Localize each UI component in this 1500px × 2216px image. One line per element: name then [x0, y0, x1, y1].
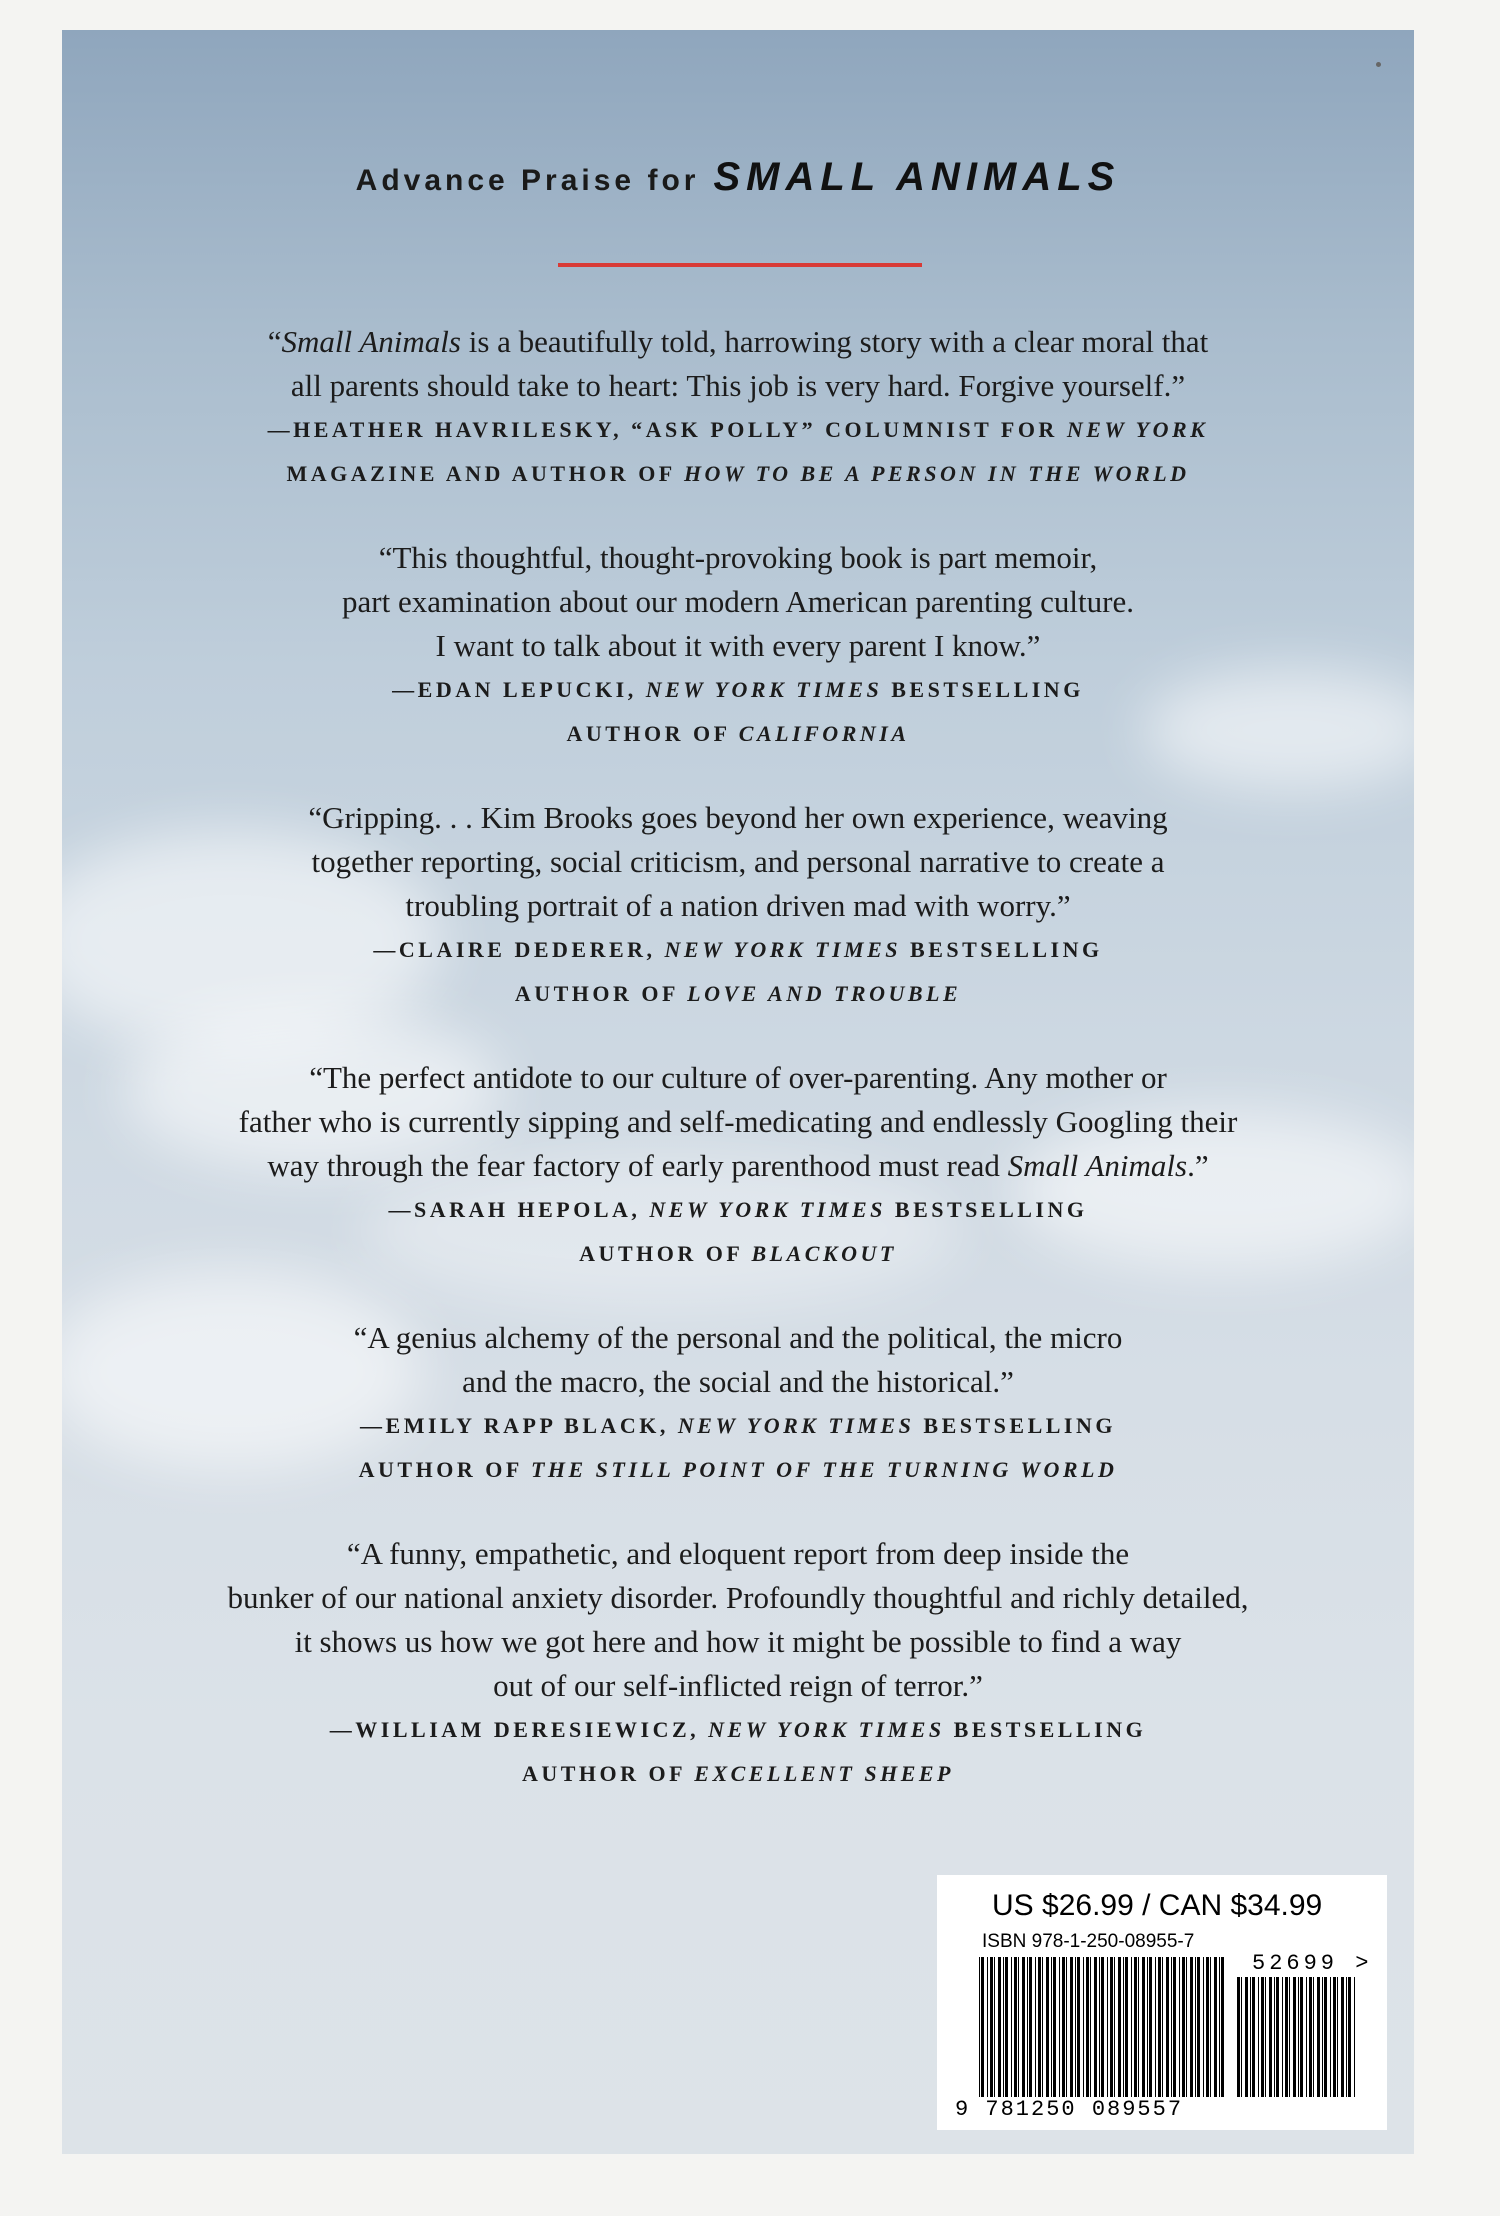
barcode-bar [1214, 1957, 1217, 2097]
blurb-quote: “A funny, empathetic, and eloquent report from deep inside the bunker of our national anxiety disorder. Profoundly thoughtful and richly detailed, it shows us how we got here and how it might be possible to find a way out of our self-inflicted reign of terror.” [227, 1536, 1249, 1703]
barcode-bar [1173, 1957, 1176, 2097]
barcode-bar [1125, 1957, 1128, 2097]
addon-digits: 52699 > [1252, 1951, 1373, 1976]
barcode-bar [1118, 1957, 1121, 2097]
book-back-cover [62, 30, 1414, 2154]
praise-header [62, 155, 1414, 200]
barcode-bar [1309, 1977, 1312, 2097]
blurb [62, 1316, 1414, 1492]
blurb-quote: “This thoughtful, thought-provoking book is part memoir, part examination about our modern American parenting culture. I want to talk about it with every parent I know.” [342, 540, 1134, 663]
barcode-bar [1029, 1957, 1032, 2097]
barcode-bar [998, 1957, 1001, 2097]
barcode-bar [994, 1957, 995, 2097]
barcode-bar [981, 1957, 984, 2097]
barcode-bar [1298, 1977, 1299, 2097]
barcode-bar [1171, 1957, 1172, 2097]
barcode-bar [987, 1957, 988, 2097]
barcode-bar [1317, 1977, 1320, 2097]
barcode-bar [1179, 1957, 1180, 2097]
barcode-bar [1142, 1957, 1145, 2097]
price-label: US $26.99 / CAN $34.99 [992, 1889, 1323, 1922]
barcode-bar [1086, 1957, 1089, 2097]
barcode-bar [1333, 1977, 1336, 2097]
barcode-bar [1162, 1957, 1163, 2097]
barcode-bar [1094, 1957, 1097, 2097]
blurb [62, 1056, 1414, 1276]
barcode-bar [1158, 1957, 1161, 2097]
barcode-bar [1070, 1957, 1073, 2097]
blurb-attribution: —HEATHER HAVRILESKY, “ASK POLLY” COLUMNIST FOR NEW YORK MAGAZINE AND AUTHOR OF HOW TO BE A PERSON IN THE WORLD [267, 417, 1209, 486]
barcode-bar [1276, 1977, 1279, 2097]
scan-speck [1376, 62, 1381, 67]
barcode-bar [1289, 1977, 1290, 2097]
barcode-bar [1241, 1977, 1242, 2097]
price-barcode-box [937, 1875, 1387, 2130]
barcode-bar [1182, 1957, 1185, 2097]
barcode-bar [1114, 1957, 1115, 2097]
barcode-bar [1051, 1957, 1052, 2097]
barcode-bar [1269, 1977, 1272, 2097]
barcode-bar [1166, 1957, 1169, 2097]
blurb-attribution: —SARAH HEPOLA, NEW YORK TIMES BESTSELLING AUTHOR OF BLACKOUT [388, 1197, 1088, 1266]
blurb-attribution: —EMILY RAPP BLACK, NEW YORK TIMES BESTSELLING AUTHOR OF THE STILL POINT OF THE TURNING WORLD [358, 1413, 1118, 1482]
barcode-bar [1131, 1957, 1132, 2097]
barcode-bar [1210, 1957, 1211, 2097]
barcode-bar [1027, 1957, 1028, 2097]
barcode-bar [1221, 1957, 1224, 2097]
barcode-bar [1005, 1957, 1008, 2097]
barcode-bar [1261, 1977, 1264, 2097]
barcode-bar [1285, 1977, 1288, 2097]
barcode-bar [1300, 1977, 1303, 2097]
barcode-bar [1186, 1957, 1187, 2097]
barcode-bar [1011, 1957, 1012, 2097]
blurb-attribution: —CLAIRE DEDERER, NEW YORK TIMES BESTSELLING AUTHOR OF LOVE AND TROUBLE [373, 937, 1103, 1006]
barcode-bar [1337, 1977, 1338, 2097]
barcode-bar [1018, 1957, 1019, 2097]
blurb-attribution: —WILLIAM DERESIEWICZ, NEW YORK TIMES BESTSELLING AUTHOR OF EXCELLENT SHEEP [329, 1717, 1147, 1786]
barcode-bar [1149, 1957, 1152, 2097]
barcode-bar [979, 1957, 980, 2097]
barcode-bar [1258, 1977, 1259, 2097]
barcode-bar [1099, 1957, 1100, 2097]
barcode-bar [1059, 1957, 1060, 2097]
barcode-bar [990, 1957, 993, 2097]
barcode-bar [1053, 1957, 1056, 2097]
barcode-bar [1003, 1957, 1004, 2097]
barcode-bar [1014, 1957, 1017, 2097]
barcode-bar [1042, 1957, 1043, 2097]
barcode-bar [1348, 1977, 1351, 2097]
barcode-bar [1252, 1977, 1255, 2097]
blurb-attribution: —EDAN LEPUCKI, NEW YORK TIMES BESTSELLING AUTHOR OF CALIFORNIA [392, 677, 1084, 746]
barcode-bar [1324, 1977, 1327, 2097]
barcode-bar [1206, 1957, 1209, 2097]
barcode-bar [1038, 1957, 1041, 2097]
barcode-bar [1195, 1957, 1196, 2097]
barcode-bar [1107, 1957, 1108, 2097]
barcode-bar [1075, 1957, 1076, 2097]
barcode-bar [1022, 1957, 1025, 2097]
barcode-bar [1110, 1957, 1113, 2097]
blurb [62, 320, 1414, 496]
blurb [62, 1532, 1414, 1796]
isbn-barcode [979, 1957, 1225, 2097]
barcode-bar [1265, 1977, 1266, 2097]
barcode-bar [1203, 1957, 1204, 2097]
barcode-bar [1134, 1957, 1137, 2097]
barcode-bar [1354, 1977, 1355, 2097]
price-addon-barcode [1237, 1977, 1359, 2097]
blurbs [62, 320, 1414, 1836]
praise-lead: Advance Praise for [355, 164, 700, 197]
barcode-bar [1313, 1977, 1314, 2097]
blurb-quote: “A genius alchemy of the personal and the political, the micro and the macro, the social and the historical.” [353, 1320, 1123, 1399]
barcode-bar [1250, 1977, 1251, 2097]
blurb-quote: “Small Animals is a beautifully told, harrowing story with a clear moral that all parents should take to heart: This job is very hard. Forgive yourself.” [267, 324, 1209, 403]
barcode-bar [1077, 1957, 1080, 2097]
barcode-bar [1155, 1957, 1156, 2097]
barcode-digits: 9 781250 089557 [955, 2097, 1184, 2122]
barcode-bar [1147, 1957, 1148, 2097]
barcode-bar [1245, 1977, 1248, 2097]
barcode-bar [1066, 1957, 1067, 2097]
barcode-bar [1035, 1957, 1036, 2097]
barcode-bar [1306, 1977, 1307, 2097]
blurb-quote: “Gripping. . . Kim Brooks goes beyond her own experience, weaving together reporting, social criticism, and personal narrative to create a troubling portrait of a nation driven mad with worry.” [308, 800, 1168, 923]
barcode-bar [1330, 1977, 1331, 2097]
barcode-bar [1237, 1977, 1240, 2097]
red-divider [558, 263, 922, 267]
blurb [62, 796, 1414, 1016]
barcode-bar [1274, 1977, 1275, 2097]
barcode-bar [1282, 1977, 1283, 2097]
barcode-bar [1083, 1957, 1084, 2097]
blurb-quote: “The perfect antidote to our culture of over-parenting. Any mother or father who is currently sipping and self-medicating and endlessly Googling their way through the fear factory of early parenthood must read Small Animals.” [238, 1060, 1238, 1183]
barcode-bar [1341, 1977, 1344, 2097]
barcode-bar [1190, 1957, 1193, 2097]
barcode-bar [1138, 1957, 1139, 2097]
book-title: SMALL ANIMALS [713, 155, 1121, 199]
barcode-bar [1293, 1977, 1296, 2097]
barcode-bar [1322, 1977, 1323, 2097]
barcode-bar [1062, 1957, 1065, 2097]
barcode-bar [1346, 1977, 1347, 2097]
barcode-bar [1046, 1957, 1049, 2097]
barcode-bar [1219, 1957, 1220, 2097]
barcode-bar [1101, 1957, 1104, 2097]
barcode-bar [1123, 1957, 1124, 2097]
barcode-bar [1090, 1957, 1091, 2097]
blurb [62, 536, 1414, 756]
isbn-label: ISBN 978-1-250-08955-7 [982, 1931, 1195, 1952]
barcode-bar [1197, 1957, 1200, 2097]
